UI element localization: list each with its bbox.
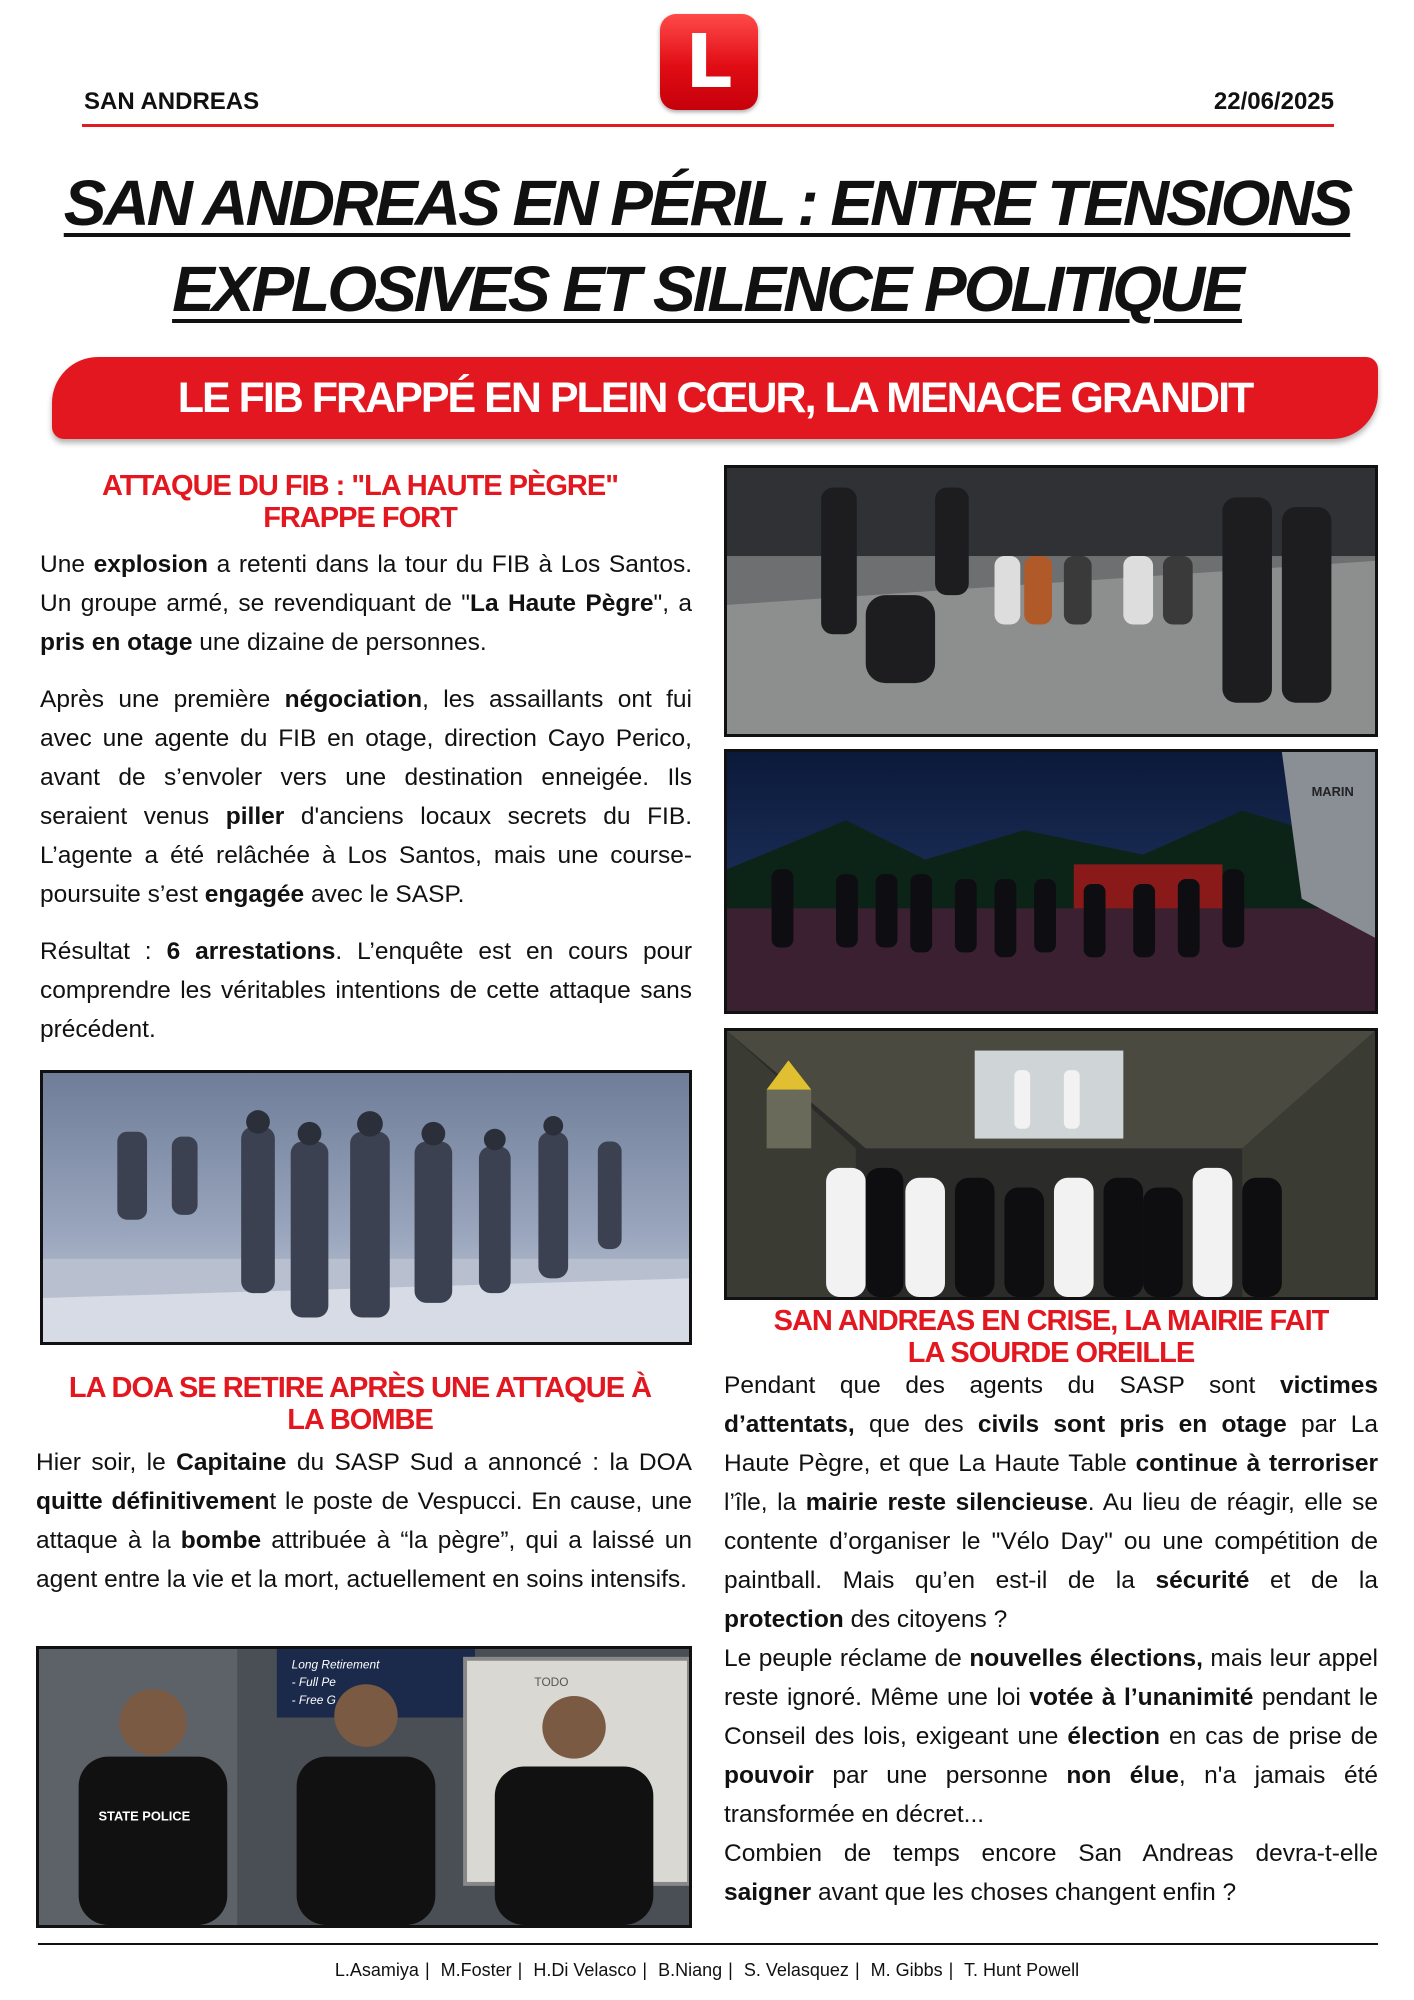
- region-label: SAN ANDREAS: [84, 88, 260, 115]
- photo-officers-board-title: TODO: [534, 1675, 569, 1690]
- headline-line-1: SAN ANDREAS EN PÉRIL : ENTRE TENSIONS: [63, 167, 1351, 239]
- photo-tunnel-arrest: [724, 1028, 1378, 1300]
- article-fib-body: [40, 545, 692, 1067]
- article-crise-paragraph-1: Pendant que des agents du SASP sont victimes d’attentats, que des civils sont pris en otage par La Haute Pègre, et que La Haute Table continue à terroriser l’île, la mairie reste silencieuse. Au lieu de réagir, elle se contente d’organiser le "Vélo Day" ou une compétition de paintball. Mais qu’en est-il de la sécurité et de la protection des citoyens ?: [724, 1372, 1379, 1633]
- credit-author: L.Asamiya: [334, 1960, 419, 1980]
- credit-author: M. Gibbs: [870, 1960, 943, 1980]
- article-crise-title: [724, 1305, 1378, 1369]
- article-doa-paragraph-1: Hier soir, le Capitaine du SASP Sud a annoncé : la DOA quitte définitivement le poste de Vespucci. En cause, une attaque à la bombe attribuée à “la pègre”, qui a laissé un agent entre la vie et la mort, actuellement en soins intensifs.: [36, 1449, 693, 1593]
- section-banner: LE FIB FRAPPÉ EN PLEIN CŒUR, LA MENACE GRANDIT: [52, 357, 1378, 439]
- credit-author: S. Velasquez: [743, 1960, 849, 1980]
- credit-author: H.Di Velasco: [533, 1960, 637, 1980]
- photo-night-plane-text: MARIN: [1311, 784, 1354, 799]
- article-fib-paragraph-2: Après une première négociation, les assaillants ont fui avec une agente du FIB en otage, direction Cayo Perico, avant de s’envoler vers une destination enneigée. Ils seraient venus piller d'anciens locaux secrets du FIB. L’agente a été relâchée à Los Santos, mais une course-poursuite s’est engagée avec le SASP.: [40, 686, 693, 908]
- photo-night-lineup: [724, 749, 1378, 1014]
- footer-divider: [38, 1943, 1378, 1945]
- article-fib-paragraph-1: Une explosion a retenti dans la tour du FIB à Los Santos. Un groupe armé, se revendiquant de "La Haute Pègre", a pris en otage une dizaine de personnes.: [40, 551, 693, 656]
- article-doa-body: [36, 1443, 692, 1617]
- photo-officers-vest-text: STATE POLICE: [98, 1808, 191, 1824]
- photo-snow-crowd: [40, 1070, 692, 1345]
- photo-officers-screen-line-1: Long Retirement: [291, 1657, 380, 1672]
- article-crise-title-line-2: LA SOURDE OREILLE: [907, 1337, 1195, 1369]
- article-doa-title-line-1: LA DOA SE RETIRE APRÈS UNE ATTAQUE À: [68, 1372, 652, 1404]
- issue-date: 22/06/2025: [1213, 88, 1334, 115]
- article-fib-title-line-2: FRAPPE FORT: [263, 502, 457, 534]
- article-crise-body: [724, 1366, 1378, 1912]
- article-crise-paragraph-2: Le peuple réclame de nouvelles élections, mais leur appel reste ignoré. Même une loi votée à l’unanimité pendant le Conseil des lois, exigeant une élection en cas de prise de pouvoir par une personne non élue, n'a jamais été transformée en décret...: [724, 1645, 1379, 1828]
- photo-officers-screen-line-2: - Full Pe: [291, 1675, 336, 1690]
- header-divider: [82, 124, 1334, 127]
- article-fib-title-line-1: ATTAQUE DU FIB : "LA HAUTE PÈGRE": [102, 470, 618, 502]
- logo-letter: L: [685, 19, 733, 105]
- credits-list: L.Asamiya | M.Foster | H.Di Velasco | B.Niang | S. Velasquez | M. Gibbs | T. Hunt Powell: [334, 1960, 1080, 1980]
- headline-line-2: EXPLOSIVES ET SILENCE POLITIQUE: [172, 253, 1242, 325]
- article-fib-paragraph-3: Résultat : 6 arrestations. L’enquête est en cours pour comprendre les véritables intentions de cette attaque sans précédent.: [40, 938, 692, 1043]
- main-headline: [30, 160, 1384, 332]
- newspaper-logo: [660, 14, 758, 110]
- article-doa-title-line-2: LA BOMBE: [287, 1404, 433, 1436]
- credit-author: B.Niang: [658, 1960, 723, 1980]
- photo-officers-screen-line-3: - Free G: [291, 1692, 336, 1707]
- photo-hostages: [724, 465, 1378, 737]
- photo-officers: [36, 1646, 692, 1928]
- credit-author: M.Foster: [440, 1960, 512, 1980]
- article-doa-title: [30, 1372, 690, 1436]
- article-fib-title: [40, 470, 680, 534]
- article-crise-paragraph-3: Combien de temps encore San Andreas devra-t-elle saigner avant que les choses changent enfin ?: [724, 1840, 1378, 1906]
- credit-author: T. Hunt Powell: [964, 1960, 1080, 1980]
- article-crise-title-line-1: SAN ANDREAS EN CRISE, LA MAIRIE FAIT: [773, 1305, 1329, 1337]
